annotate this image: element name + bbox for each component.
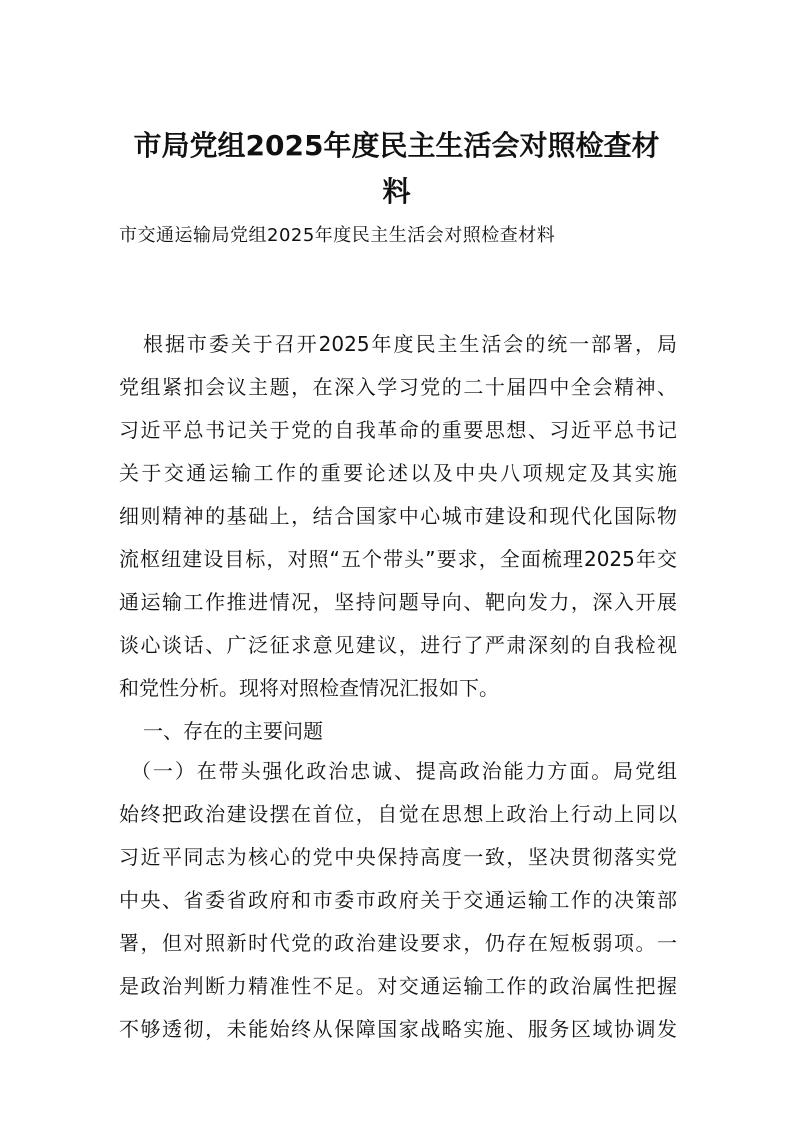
text-line: 流枢纽建设目标，对照“五个带头”要求，全面梳理2025年交: [119, 547, 677, 571]
title-line-2: 料: [382, 175, 411, 208]
text-line: 党组紧扣会议主题，在深入学习党的二十届四中全会精神、: [119, 375, 677, 399]
title-line-1: 市局党组2025年度民主生活会对照检查材: [133, 129, 660, 162]
section-heading: 一、存在的主要问题: [143, 719, 323, 743]
document-subtitle: 市交通运输局党组2025年度民主生活会对照检查材料: [119, 225, 556, 246]
document-body: [119, 327, 677, 1055]
text-line: （一）在带头强化政治忠诚、提高政治能力方面。局党组: [131, 759, 677, 783]
text-line: 关于交通运输工作的重要论述以及中央八项规定及其实施: [119, 461, 677, 485]
paragraph-section-1: [119, 754, 677, 1055]
text-line: 习近平同志为核心的党中央保持高度一致，坚决贯彻落实党: [119, 845, 677, 869]
document-title: [100, 123, 693, 215]
text-line: 通运输工作推进情况，坚持问题导向、靶向发力，深入开展: [119, 590, 677, 614]
text-line: 不够透彻，未能始终从保障国家战略实施、服务区域协调发: [119, 1017, 677, 1041]
text-line: 始终把政治建设摆在首位，自觉在思想上政治上行动上同以: [119, 802, 677, 826]
paragraph-intro: [119, 327, 677, 714]
text-line: 中央、省委省政府和市委市政府关于交通运输工作的决策部: [119, 888, 677, 912]
text-line: 习近平总书记关于党的自我革命的重要思想、习近平总书记: [119, 418, 677, 442]
text-line: 署，但对照新时代党的政治建设要求，仍存在短板弱项。一: [119, 931, 677, 955]
text-line: 和党性分析。现将对照检查情况汇报如下。: [119, 676, 499, 700]
text-line: 根据市委关于召开2025年度民主生活会的统一部署，局: [143, 332, 677, 356]
text-line: 细则精神的基础上，结合国家中心城市建设和现代化国际物: [119, 504, 677, 528]
text-line: 谈心谈话、广泛征求意见建议，进行了严肃深刻的自我检视: [119, 633, 677, 657]
text-line: 是政治判断力精准性不足。对交通运输工作的政治属性把握: [119, 974, 677, 998]
